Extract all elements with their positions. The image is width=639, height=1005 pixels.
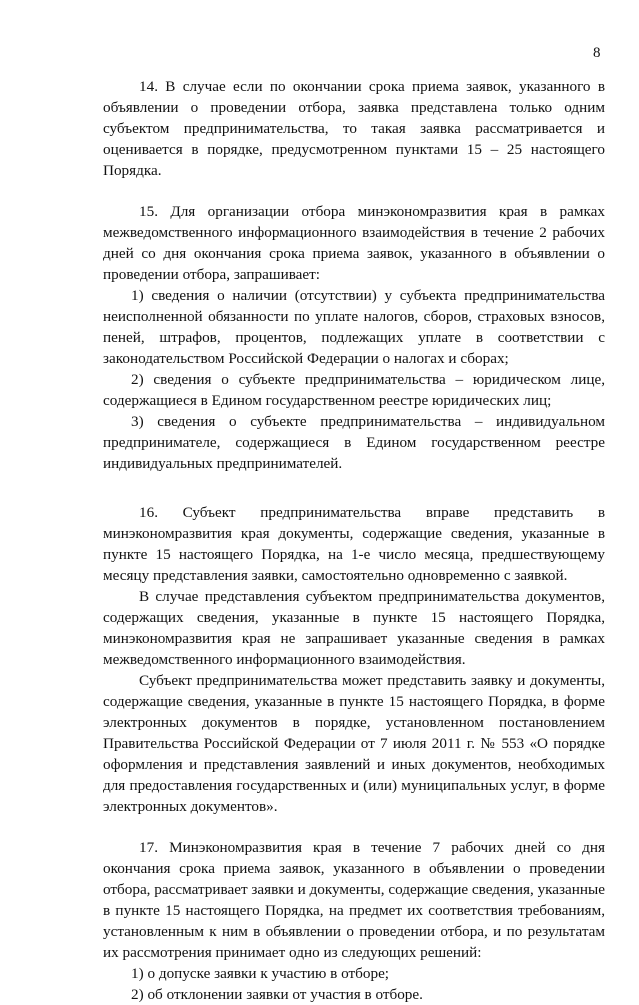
paragraph-16-part-3: Субъект предпринимательства может представить заявку и документы, содержащие сведения, указанные в пункте 15 настоящего Порядка, в форме электронных документов в порядке, установленном постановлением Правительства Российской Федерации от 7 июля 2011 г. № 553 «О порядке оформления и представления заявлений и иных документов, необходимых для предоставления государственных и (или) муниципальных услуг, в форме электронных документов». [103,672,605,815]
paragraph-17: 17. Минэкономразвития края в течение 7 рабочих дней со дня окончания срока приема заявок, указанного в объявлении о проведении отбора, рассматривает заявки и документы, содержащие сведения, указанные в пункте 15 настоящего Порядка, на предмет их соответствия требованиям, установленным к ним в объявлении о проведении отбора, и по результатам их рассмотрения принимает одно из следующих решений: [103,839,605,961]
paragraph-gap [103,474,605,502]
paragraph-15-item-2: 2) сведения о субъекте предпринимательства – юридическом лице, содержащиеся в Едином государственном реестре юридических лиц; [103,371,605,409]
paragraph-gap [103,181,605,201]
page-number: 8 [593,45,601,61]
paragraph-15-item-3: 3) сведения о субъекте предпринимательства – индивидуальном предпринимателе, содержащиеся в Едином государственном реестре индивидуальных предпринимателей. [103,413,605,472]
paragraph-gap [103,817,605,837]
paragraph-17-item-2: 2) об отклонении заявки от участия в отборе. [131,986,423,1003]
paragraph-14: 14. В случае если по окончании срока приема заявок, указанного в объявлении о проведении отбора, заявка представлена только одним субъектом предпринимательства, то такая заявка рассматривается и оценивается в порядке, предусмотренном пунктами 15 – 25 настоящего Порядка. [103,78,605,179]
paragraph-15-item-1: 1) сведения о наличии (отсутствии) у субъекта предпринимательства неисполненной обязанности по уплате налогов, сборов, страховых взносов, пеней, штрафов, процентов, подлежащих уплате в соответствии с законодательством Российской Федерации о налогах и сборах; [103,287,605,367]
paragraph-17-item-1: 1) о допуске заявки к участию в отборе; [131,965,390,982]
paragraph-16-part-2: В случае представления субъектом предпринимательства документов, содержащих сведения, указанные в пункте 15 настоящего Порядка, минэкономразвития края не запрашивает указанные сведения в рамках межведомственного информационного взаимодействия. [103,588,605,668]
document-body [103,76,605,1005]
paragraph-16: 16. Субъект предпринимательства вправе представить в минэкономразвития края документы, содержащие сведения, указанные в пункте 15 настоящего Порядка, на 1-е число месяца, предшествующему месяцу представления заявки, самостоятельно одновременно с заявкой. [103,504,605,584]
paragraph-15: 15. Для организации отбора минэкономразвития края в рамках межведомственного информационного взаимодействия в течение 2 рабочих дней со дня окончания срока приема заявок, указанного в объявлении о проведении отбора, запрашивает: [103,203,605,283]
